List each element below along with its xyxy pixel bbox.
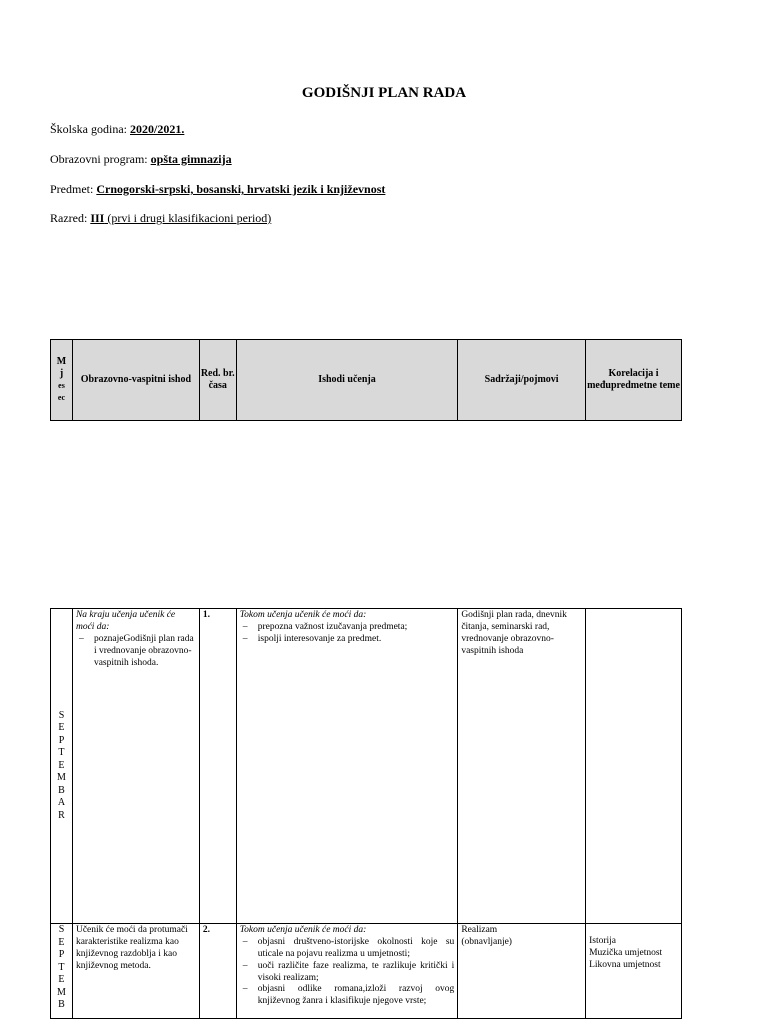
learning-outcomes-cell xyxy=(236,609,458,924)
learning-item: – prepozna važnost izučavanja predmeta; xyxy=(240,622,455,634)
month-cell: S E P T E M B xyxy=(51,924,73,1019)
correlation-cell xyxy=(586,609,682,924)
school-year-line xyxy=(50,122,184,137)
correlation-item: Muzička umjetnost xyxy=(589,947,663,958)
learning-intro: Tokom učenja učenik će moći da: xyxy=(239,610,367,620)
learning-item: – objasni društveno-istorijske okolnosti koje su uticale na pojavu realizma u umjetnosti; xyxy=(240,937,455,961)
subject-line xyxy=(50,182,385,197)
learning-intro: Tokom učenja učenik će moći da: xyxy=(239,925,367,935)
header-lesson-number: Red. br. časa xyxy=(199,340,236,421)
correlation-item: Likovna umjetnost xyxy=(589,959,661,970)
month-cell: S E P T E M B A R xyxy=(51,609,73,924)
header-learning-outcomes: Ishodi učenja xyxy=(236,340,457,421)
class-label: Razred: xyxy=(50,211,91,225)
content-line: (obnavljanje) xyxy=(461,936,512,947)
lesson-number-cell: 2. xyxy=(199,924,236,1019)
outcome-item: – poznajeGodišnji plan rada i vrednovanje obrazovno-vaspitnih ishoda. xyxy=(76,634,196,670)
subject-label: Predmet: xyxy=(50,182,97,196)
header-outcome: Obrazovno-vaspitni ishod xyxy=(72,340,199,421)
lesson-number-cell: 1. xyxy=(199,609,236,924)
correlation-item: Istorija xyxy=(589,936,617,946)
table-row xyxy=(51,924,682,1019)
class-value-rest: (prvi i drugi klasifikacioni period) xyxy=(104,211,272,225)
outcome-cell: Učenik će moći da protumači karakteristike realizma kao književnog razdoblja i kao književnog metoda. xyxy=(72,924,199,1019)
content-line: Realizam xyxy=(461,925,498,935)
school-year-value: 2020/2021. xyxy=(130,122,185,136)
program-label: Obrazovni program: xyxy=(50,152,151,166)
header-correlation: Korelacija i međupredmetne teme xyxy=(586,340,682,421)
learning-item: – ispolji interesovanje za predmet. xyxy=(240,634,455,646)
class-value: III xyxy=(90,211,105,225)
header-month xyxy=(51,340,73,421)
outcome-cell xyxy=(72,609,199,924)
program-value: opšta gimnazija xyxy=(150,152,232,166)
plan-table-body xyxy=(50,608,682,1019)
header-content: Sadržaji/pojmovi xyxy=(458,340,586,421)
correlation-cell xyxy=(586,924,682,1019)
table-row xyxy=(51,609,682,924)
school-year-label: Školska godina: xyxy=(50,122,130,136)
learning-item: – uoči različite faze realizma, te razlikuje kritički i visoki realizam; xyxy=(240,961,455,985)
content-cell: Godišnji plan rada, dnevnik čitanja, seminarski rad, vrednovanje obrazovno-vaspitnih ishoda xyxy=(458,609,586,924)
outcome-intro: Na kraju učenja učenik će moći da: xyxy=(75,610,176,632)
content-cell xyxy=(458,924,586,1019)
header-month-text: M j es ec xyxy=(56,356,67,402)
page-title: GODIŠNJI PLAN RADA xyxy=(301,85,467,101)
class-line xyxy=(50,211,271,226)
subject-value: Crnogorski-srpski, bosanski, hrvatski jezik i književnost xyxy=(96,182,386,196)
learning-outcomes-cell xyxy=(236,924,458,1019)
program-line xyxy=(50,152,232,167)
learning-item: – objasni odlike romana,izloži razvoj ovog književnog žanra i klasifikuje njegove vrste; xyxy=(240,984,455,1008)
plan-table-header xyxy=(50,339,682,421)
